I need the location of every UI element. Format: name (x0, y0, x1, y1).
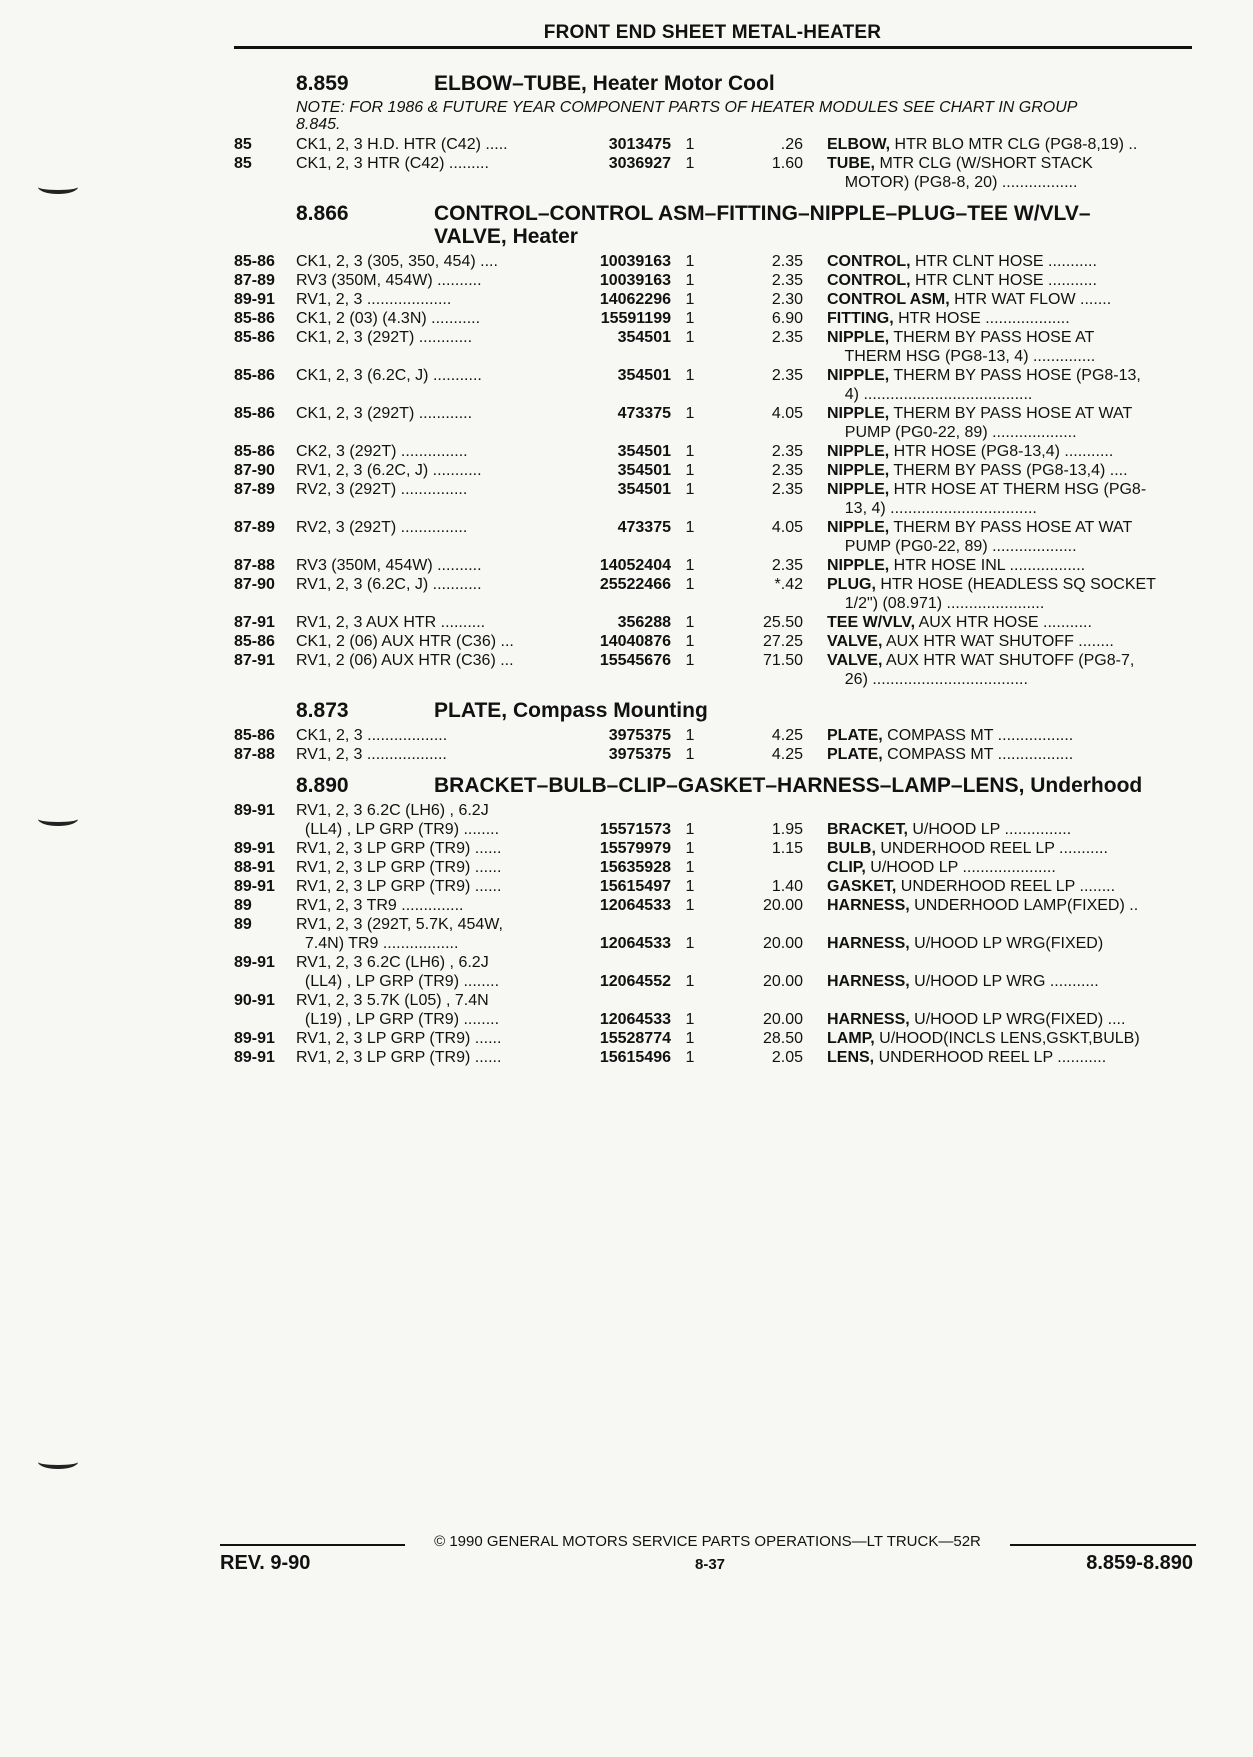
quantity-cell: 1 (685, 253, 695, 270)
item-description: HTR HOSE ................... (893, 310, 1070, 327)
part-number-cell: 3013475 (608, 136, 671, 153)
quantity-cell: 1 (685, 310, 695, 327)
year-cell: 87-89 (234, 519, 275, 536)
part-number-cell: 14040876 (599, 633, 671, 650)
item-name: TEE W/VLV, (827, 614, 916, 631)
table-row (234, 404, 1192, 442)
model-cell: CK1, 2, 3 HTR (C42) ......... (296, 155, 489, 172)
model-cell: RV1, 2, 3 TR9 .............. (296, 897, 464, 914)
model-cell: CK1, 2, 3 (305, 350, 454) .... (296, 253, 498, 270)
table-row (234, 556, 1192, 575)
description-cell (827, 461, 1192, 480)
description-cell (827, 1048, 1192, 1067)
model-cell: RV1, 2, 3 ................... (296, 291, 452, 308)
item-name: HARNESS, (827, 897, 910, 914)
part-number-cell: 15571573 (599, 821, 671, 838)
year-cell: 89 (234, 916, 252, 933)
item-description: HTR WAT FLOW ....... (949, 291, 1112, 308)
price-cell: 1.15 (771, 840, 803, 857)
description-cell (827, 953, 1192, 991)
quantity-cell: 1 (685, 443, 695, 460)
year-cell: 85-86 (234, 633, 275, 650)
model-cell: RV1, 2, 3 6.2C (LH6) , 6.2J (LL4) , LP GRP (TR9) ........ (296, 954, 500, 990)
price-cell: 2.35 (771, 329, 803, 346)
model-cell: CK1, 2, 3 (292T) ............ (296, 405, 473, 422)
year-cell: 89-91 (234, 802, 275, 819)
description-cell (827, 839, 1192, 858)
quantity-cell: 1 (685, 878, 695, 895)
quantity-cell: 1 (685, 481, 695, 498)
page-number: 8-37 (694, 1556, 726, 1573)
model-cell: CK1, 2, 3 .................. (296, 727, 448, 744)
table-row (234, 858, 1192, 877)
description-cell (827, 726, 1192, 745)
description-cell (827, 915, 1192, 953)
table-row (234, 877, 1192, 896)
section-heading (234, 699, 1192, 722)
quantity-cell: 1 (685, 272, 695, 289)
model-cell: CK2, 3 (292T) ............... (296, 443, 468, 460)
description-cell (827, 858, 1192, 877)
description-cell (827, 632, 1192, 651)
table-row (234, 271, 1192, 290)
table-row (234, 290, 1192, 309)
item-description: AUX HTR HOSE ........... (915, 614, 1092, 631)
price-cell: 20.00 (762, 973, 803, 990)
quantity-cell: 1 (685, 935, 695, 952)
price-cell: 2.35 (771, 557, 803, 574)
price-cell: 20.00 (762, 897, 803, 914)
year-cell: 85-86 (234, 443, 275, 460)
item-name: HARNESS, (827, 935, 910, 952)
description-cell (827, 896, 1192, 915)
year-cell: 87-88 (234, 746, 275, 763)
part-number-cell: 14052404 (599, 557, 671, 574)
part-number-cell: 15528774 (599, 1030, 671, 1047)
model-cell: RV1, 2, 3 (6.2C, J) ........... (296, 462, 482, 479)
year-cell: 87-88 (234, 557, 275, 574)
part-number-cell: 354501 (617, 443, 671, 460)
punch-hole-mark (38, 180, 78, 194)
item-name: NIPPLE, (827, 405, 890, 422)
table-row (234, 1029, 1192, 1048)
item-description: UNDERHOOD LAMP(FIXED) .. (909, 897, 1139, 914)
item-description: AUX HTR WAT SHUTOFF (PG8-7, 26) ................................... (844, 652, 1135, 688)
item-description: HTR CLNT HOSE ........... (910, 272, 1097, 289)
description-cell (827, 745, 1192, 764)
part-number-cell: 12064533 (599, 897, 671, 914)
year-cell: 89-91 (234, 954, 275, 971)
price-cell: 2.30 (771, 291, 803, 308)
model-cell: RV1, 2, 3 5.7K (L05) , 7.4N (L19) , LP GRP (TR9) ........ (296, 992, 500, 1028)
price-cell: 27.25 (762, 633, 803, 650)
year-cell: 87-89 (234, 481, 275, 498)
quantity-cell: 1 (685, 727, 695, 744)
parts-listing (234, 62, 1192, 1067)
item-name: TUBE, (827, 155, 875, 172)
model-cell: RV1, 2, 3 LP GRP (TR9) ...... (296, 1049, 502, 1066)
part-number-cell: 354501 (617, 329, 671, 346)
model-cell: RV3 (350M, 454W) .......... (296, 272, 482, 289)
price-cell: 2.35 (771, 253, 803, 270)
part-number-cell: 3975375 (608, 727, 671, 744)
description-cell (827, 271, 1192, 290)
price-cell (703, 858, 827, 877)
part-number-cell: 3975375 (608, 746, 671, 763)
item-description: HTR HOSE (HEADLESS SQ SOCKET 1/2") (08.971) ...................... (844, 576, 1156, 612)
section-heading (234, 774, 1192, 797)
description-cell (827, 154, 1192, 192)
table-row (234, 518, 1192, 556)
year-cell: 85-86 (234, 367, 275, 384)
year-cell: 85 (234, 136, 252, 153)
part-number-cell: 473375 (617, 519, 671, 536)
table-row (234, 991, 1192, 1029)
item-description: U/HOOD LP WRG(FIXED) .... (909, 1011, 1126, 1028)
description-cell (827, 613, 1192, 632)
year-cell: 89-91 (234, 291, 275, 308)
model-cell: RV2, 3 (292T) ............... (296, 519, 468, 536)
item-description: HTR BLO MTR CLG (PG8-8,19) .. (890, 136, 1138, 153)
item-description: THERM BY PASS HOSE AT WAT PUMP (PG0-22, 89) ................... (844, 519, 1133, 555)
model-cell: RV1, 2, 3 (6.2C, J) ........... (296, 576, 482, 593)
item-name: PLATE, (827, 727, 883, 744)
table-row (234, 252, 1192, 271)
year-cell: 87-91 (234, 614, 275, 631)
price-cell: 20.00 (762, 1011, 803, 1028)
section-number: 8.859 (296, 72, 349, 95)
quantity-cell: 1 (685, 1030, 695, 1047)
item-description: U/HOOD LP WRG(FIXED) (909, 935, 1104, 952)
year-cell: 85-86 (234, 253, 275, 270)
part-number-cell: 356288 (617, 614, 671, 631)
part-number-cell: 25522466 (599, 576, 671, 593)
section-heading (234, 72, 1192, 95)
part-number-cell: 354501 (617, 367, 671, 384)
item-description: U/HOOD LP ............... (907, 821, 1072, 838)
part-number-cell: 10039163 (599, 272, 671, 289)
part-number-cell: 12064533 (599, 935, 671, 952)
footer-rule-left (220, 1544, 405, 1546)
item-description: COMPASS MT ................. (882, 727, 1074, 744)
price-cell: 1.60 (771, 155, 803, 172)
year-cell: 89-91 (234, 1030, 275, 1047)
item-description: THERM BY PASS HOSE AT WAT PUMP (PG0-22, 89) ................... (844, 405, 1133, 441)
price-cell: 6.90 (771, 310, 803, 327)
price-cell: 1.40 (771, 878, 803, 895)
item-name: BRACKET, (827, 821, 908, 838)
item-name: NIPPLE, (827, 329, 890, 346)
model-cell: CK1, 2 (06) AUX HTR (C36) ... (296, 633, 514, 650)
item-description: THERM BY PASS HOSE (PG8-13, 4) ...................................... (844, 367, 1141, 403)
quantity-cell: 1 (685, 576, 695, 593)
model-cell: RV2, 3 (292T) ............... (296, 481, 468, 498)
quantity-cell: 1 (685, 367, 695, 384)
item-description: UNDERHOOD REEL LP ........ (896, 878, 1116, 895)
part-number-cell: 12064552 (599, 973, 671, 990)
part-number-cell: 15615497 (599, 878, 671, 895)
year-cell: 90-91 (234, 992, 275, 1009)
item-name: PLATE, (827, 746, 883, 763)
description-cell (827, 991, 1192, 1029)
item-description: HTR HOSE (PG8-13,4) ........... (889, 443, 1114, 460)
description-cell (827, 877, 1192, 896)
table-row (234, 575, 1192, 613)
item-name: NIPPLE, (827, 443, 890, 460)
quantity-cell: 1 (685, 557, 695, 574)
section-number: 8.890 (296, 774, 349, 797)
quantity-cell: 1 (685, 1011, 695, 1028)
item-name: BULB, (827, 840, 876, 857)
item-name: NIPPLE, (827, 519, 890, 536)
model-cell: RV1, 2, 3 LP GRP (TR9) ...... (296, 859, 502, 876)
quantity-cell: 1 (685, 405, 695, 422)
item-description: HTR HOSE AT THERM HSG (PG8- 13, 4) ................................. (844, 481, 1147, 517)
description-cell (827, 442, 1192, 461)
model-cell: RV1, 2, 3 LP GRP (TR9) ...... (296, 878, 502, 895)
price-cell: 2.05 (771, 1049, 803, 1066)
price-cell: 28.50 (762, 1030, 803, 1047)
year-cell: 85-86 (234, 405, 275, 422)
table-row (234, 1048, 1192, 1067)
part-number-cell: 10039163 (599, 253, 671, 270)
part-number-cell: 354501 (617, 462, 671, 479)
model-cell: RV1, 2, 3 AUX HTR .......... (296, 614, 486, 631)
quantity-cell: 1 (685, 840, 695, 857)
price-cell: 2.35 (771, 272, 803, 289)
price-cell: 2.35 (771, 481, 803, 498)
price-cell: 2.35 (771, 462, 803, 479)
item-description: AUX HTR WAT SHUTOFF ........ (882, 633, 1114, 650)
description-cell (827, 366, 1192, 404)
item-name: LAMP, (827, 1030, 875, 1047)
item-name: PLUG, (827, 576, 876, 593)
table-row (234, 328, 1192, 366)
price-cell: .26 (780, 136, 803, 153)
quantity-cell: 1 (685, 746, 695, 763)
quantity-cell: 1 (685, 136, 695, 153)
item-description: COMPASS MT ................. (882, 746, 1074, 763)
part-number-cell: 15635928 (599, 859, 671, 876)
description-cell (827, 252, 1192, 271)
model-cell: RV1, 2 (06) AUX HTR (C36) ... (296, 652, 514, 669)
part-number-cell: 15591199 (600, 310, 671, 327)
item-name: CONTROL ASM, (827, 291, 950, 308)
item-name: CONTROL, (827, 253, 911, 270)
quantity-cell: 1 (685, 519, 695, 536)
table-row (234, 651, 1192, 689)
quantity-cell: 1 (685, 897, 695, 914)
item-description: U/HOOD LP WRG ........... (909, 973, 1099, 990)
table-row (234, 309, 1192, 328)
section-title: CONTROL–CONTROL ASM–FITTING–NIPPLE–PLUG–TEE W/VLV– VALVE, Heater (434, 202, 1091, 248)
description-cell (827, 1029, 1192, 1048)
item-name: VALVE, (827, 652, 883, 669)
price-cell: 4.05 (771, 519, 803, 536)
year-cell: 88-91 (234, 859, 275, 876)
table-row (234, 726, 1192, 745)
item-description: HTR CLNT HOSE ........... (910, 253, 1097, 270)
item-description: U/HOOD LP ..................... (865, 859, 1056, 876)
price-cell: 4.05 (771, 405, 803, 422)
price-cell: *.42 (774, 576, 803, 593)
table-row (234, 953, 1192, 991)
item-name: NIPPLE, (827, 557, 890, 574)
table-row (234, 154, 1192, 192)
header-rule (234, 46, 1192, 49)
table-row (234, 442, 1192, 461)
price-cell: 2.35 (771, 367, 803, 384)
quantity-cell: 1 (685, 291, 695, 308)
description-cell (827, 328, 1192, 366)
section-title: ELBOW–TUBE, Heater Motor Cool (434, 72, 775, 95)
quantity-cell: 1 (685, 973, 695, 990)
quantity-cell: 1 (685, 462, 695, 479)
section-heading (234, 202, 1192, 248)
item-description: HTR HOSE INL ................. (889, 557, 1086, 574)
part-number-cell: 15615496 (599, 1049, 671, 1066)
table-row (234, 632, 1192, 651)
table-row (234, 135, 1192, 154)
item-name: NIPPLE, (827, 462, 890, 479)
revision-label: REV. 9-90 (220, 1552, 311, 1574)
item-name: NIPPLE, (827, 367, 890, 384)
year-cell: 87-89 (234, 272, 275, 289)
year-cell: 89 (234, 897, 252, 914)
quantity-cell: 1 (685, 652, 695, 669)
table-row (234, 915, 1192, 953)
punch-hole-mark (38, 1455, 78, 1469)
item-name: CONTROL, (827, 272, 911, 289)
footer-rule-right (1010, 1544, 1196, 1546)
quantity-cell: 1 (685, 633, 695, 650)
part-number-cell: 354501 (617, 481, 671, 498)
table-row (234, 461, 1192, 480)
table-row (234, 839, 1192, 858)
description-cell (827, 575, 1192, 613)
description-cell (827, 290, 1192, 309)
item-name: VALVE, (827, 633, 883, 650)
price-cell: 25.50 (762, 614, 803, 631)
description-cell (827, 556, 1192, 575)
year-cell: 85-86 (234, 727, 275, 744)
section-title: BRACKET–BULB–CLIP–GASKET–HARNESS–LAMP–LENS, Underhood (434, 774, 1143, 797)
model-cell: CK1, 2, 3 (292T) ............ (296, 329, 473, 346)
description-cell (827, 651, 1192, 689)
quantity-cell: 1 (685, 329, 695, 346)
item-name: HARNESS, (827, 1011, 910, 1028)
page-title: FRONT END SHEET METAL-HEATER (543, 22, 882, 43)
quantity-cell: 1 (685, 155, 695, 172)
item-description: THERM BY PASS HOSE AT THERM HSG (PG8-13, 4) .............. (844, 329, 1096, 365)
quantity-cell: 1 (685, 821, 695, 838)
item-name: GASKET, (827, 878, 897, 895)
section-number: 8.866 (296, 202, 349, 225)
item-description: UNDERHOOD REEL LP ........... (874, 1049, 1107, 1066)
item-name: HARNESS, (827, 973, 910, 990)
description-cell (827, 480, 1192, 518)
price-cell: 71.50 (762, 652, 803, 669)
price-cell: 4.25 (771, 746, 803, 763)
table-row (234, 801, 1192, 839)
item-name: ELBOW, (827, 136, 891, 153)
part-number-cell: 14062296 (599, 291, 671, 308)
quantity-cell: 1 (685, 859, 695, 876)
table-row (234, 613, 1192, 632)
description-cell (827, 518, 1192, 556)
item-description: UNDERHOOD REEL LP ........... (875, 840, 1108, 857)
model-cell: RV1, 2, 3 6.2C (LH6) , 6.2J (LL4) , LP GRP (TR9) ........ (296, 802, 500, 838)
year-cell: 89-91 (234, 840, 275, 857)
price-cell: 4.25 (771, 727, 803, 744)
model-cell: CK1, 2, 3 H.D. HTR (C42) ..... (296, 136, 508, 153)
section-note: NOTE: FOR 1986 & FUTURE YEAR COMPONENT PARTS OF HEATER MODULES SEE CHART IN GROUP 8.845. (296, 99, 1078, 133)
footer-copyright: © 1990 GENERAL MOTORS SERVICE PARTS OPERATIONS—LT TRUCK—52R (434, 1533, 981, 1550)
description-cell (827, 801, 1192, 839)
description-cell (827, 309, 1192, 328)
punch-hole-mark (38, 812, 78, 826)
table-row (234, 366, 1192, 404)
model-cell: CK1, 2, 3 (6.2C, J) ........... (296, 367, 482, 384)
section-number: 8.873 (296, 699, 349, 722)
part-number-cell: 15579979 (599, 840, 671, 857)
price-cell: 20.00 (762, 935, 803, 952)
part-number-cell: 15545676 (599, 652, 671, 669)
model-cell: RV1, 2, 3 LP GRP (TR9) ...... (296, 840, 502, 857)
model-cell: RV1, 2, 3 (292T, 5.7K, 454W, 7.4N) TR9 ................. (296, 916, 503, 952)
model-cell: RV1, 2, 3 .................. (296, 746, 447, 763)
description-cell (827, 135, 1192, 154)
item-description: MTR CLG (W/SHORT STACK MOTOR) (PG8-8, 20) ................. (844, 155, 1093, 191)
item-description: U/HOOD(INCLS LENS,GSKT,BULB) (874, 1030, 1140, 1047)
year-cell: 85-86 (234, 310, 275, 327)
quantity-cell: 1 (685, 1049, 695, 1066)
section-range: 8.859-8.890 (1086, 1552, 1193, 1574)
part-number-cell: 3036927 (608, 155, 671, 172)
table-row (234, 896, 1192, 915)
item-name: CLIP, (827, 859, 866, 876)
description-cell (827, 404, 1192, 442)
model-cell: RV1, 2, 3 LP GRP (TR9) ...... (296, 1030, 502, 1047)
year-cell: 87-90 (234, 576, 275, 593)
model-cell: CK1, 2 (03) (4.3N) ........... (296, 310, 481, 327)
table-row (234, 745, 1192, 764)
section-title: PLATE, Compass Mounting (434, 699, 708, 722)
model-cell: RV3 (350M, 454W) .......... (296, 557, 482, 574)
item-description: THERM BY PASS (PG8-13,4) .... (889, 462, 1128, 479)
part-number-cell: 12064533 (599, 1011, 671, 1028)
year-cell: 85 (234, 155, 252, 172)
item-name: FITTING, (827, 310, 894, 327)
table-row (234, 480, 1192, 518)
quantity-cell: 1 (685, 614, 695, 631)
item-name: NIPPLE, (827, 481, 890, 498)
item-name: LENS, (827, 1049, 875, 1066)
year-cell: 89-91 (234, 878, 275, 895)
year-cell: 89-91 (234, 1049, 275, 1066)
year-cell: 85-86 (234, 329, 275, 346)
part-number-cell: 473375 (617, 405, 671, 422)
price-cell: 2.35 (771, 443, 803, 460)
year-cell: 87-91 (234, 652, 275, 669)
price-cell: 1.95 (771, 821, 803, 838)
year-cell: 87-90 (234, 462, 275, 479)
